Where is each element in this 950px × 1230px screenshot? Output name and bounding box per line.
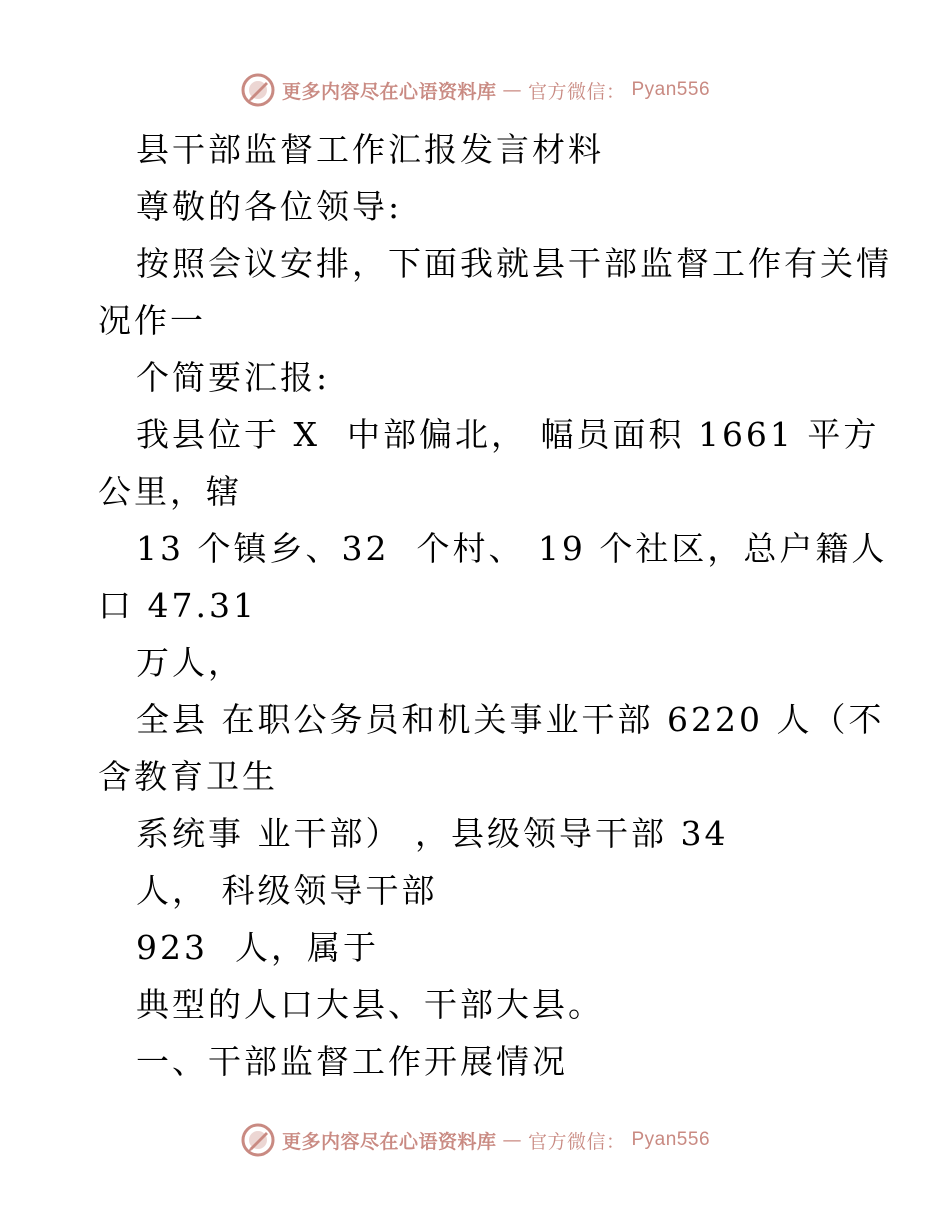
paragraph-line: 按照会议安排，下面我就县干部监督工作有关情	[136, 244, 892, 283]
header-watermark	[0, 70, 950, 110]
pen-logo-icon	[240, 72, 276, 108]
footer-separator: —	[502, 1129, 522, 1151]
paragraph-line: 含教育卫生	[98, 757, 278, 796]
footer-handle: Pyan556	[631, 1129, 711, 1150]
footer-wechat-label: 官方微信：	[527, 1130, 626, 1153]
header-wechat-label: 官方微信：	[527, 80, 626, 103]
paragraph-line: 全县 在职公务员和机关事业干部 6220 人（不	[136, 700, 885, 739]
salutation: 尊敬的各位领导:	[136, 187, 403, 226]
header-handle: Pyan556	[631, 79, 711, 100]
header-separator: —	[502, 79, 522, 101]
paragraph-line: 923 人，属于	[136, 928, 379, 967]
footer-watermark	[0, 1120, 950, 1160]
section-heading: 一、干部监督工作开展情况	[136, 1042, 568, 1081]
paragraph-line: 人， 科级领导干部	[136, 871, 438, 910]
pen-logo-icon	[240, 1122, 276, 1158]
paragraph-line: 系统事 业干部） ，县级领导干部 34	[136, 814, 729, 853]
paragraph-line: 口 47.31	[98, 586, 257, 625]
document-title: 县干部监督工作汇报发言材料	[136, 130, 604, 169]
header-brand: 更多内容尽在心语资料库	[281, 80, 497, 103]
footer-brand: 更多内容尽在心语资料库	[281, 1130, 497, 1153]
paragraph-line: 典型的人口大县、干部大县。	[136, 985, 604, 1024]
paragraph-line: 我县位于 X 中部偏北， 幅员面积 1661 平方	[136, 415, 880, 454]
paragraph-line: 个简要汇报:	[136, 358, 331, 397]
paragraph-line: 况作一	[98, 301, 206, 340]
paragraph-line: 万人，	[136, 643, 244, 682]
paragraph-line: 13 个镇乡、32 个村、 19 个社区，总户籍人	[136, 529, 888, 568]
paragraph-line: 公里，辖	[98, 472, 242, 511]
